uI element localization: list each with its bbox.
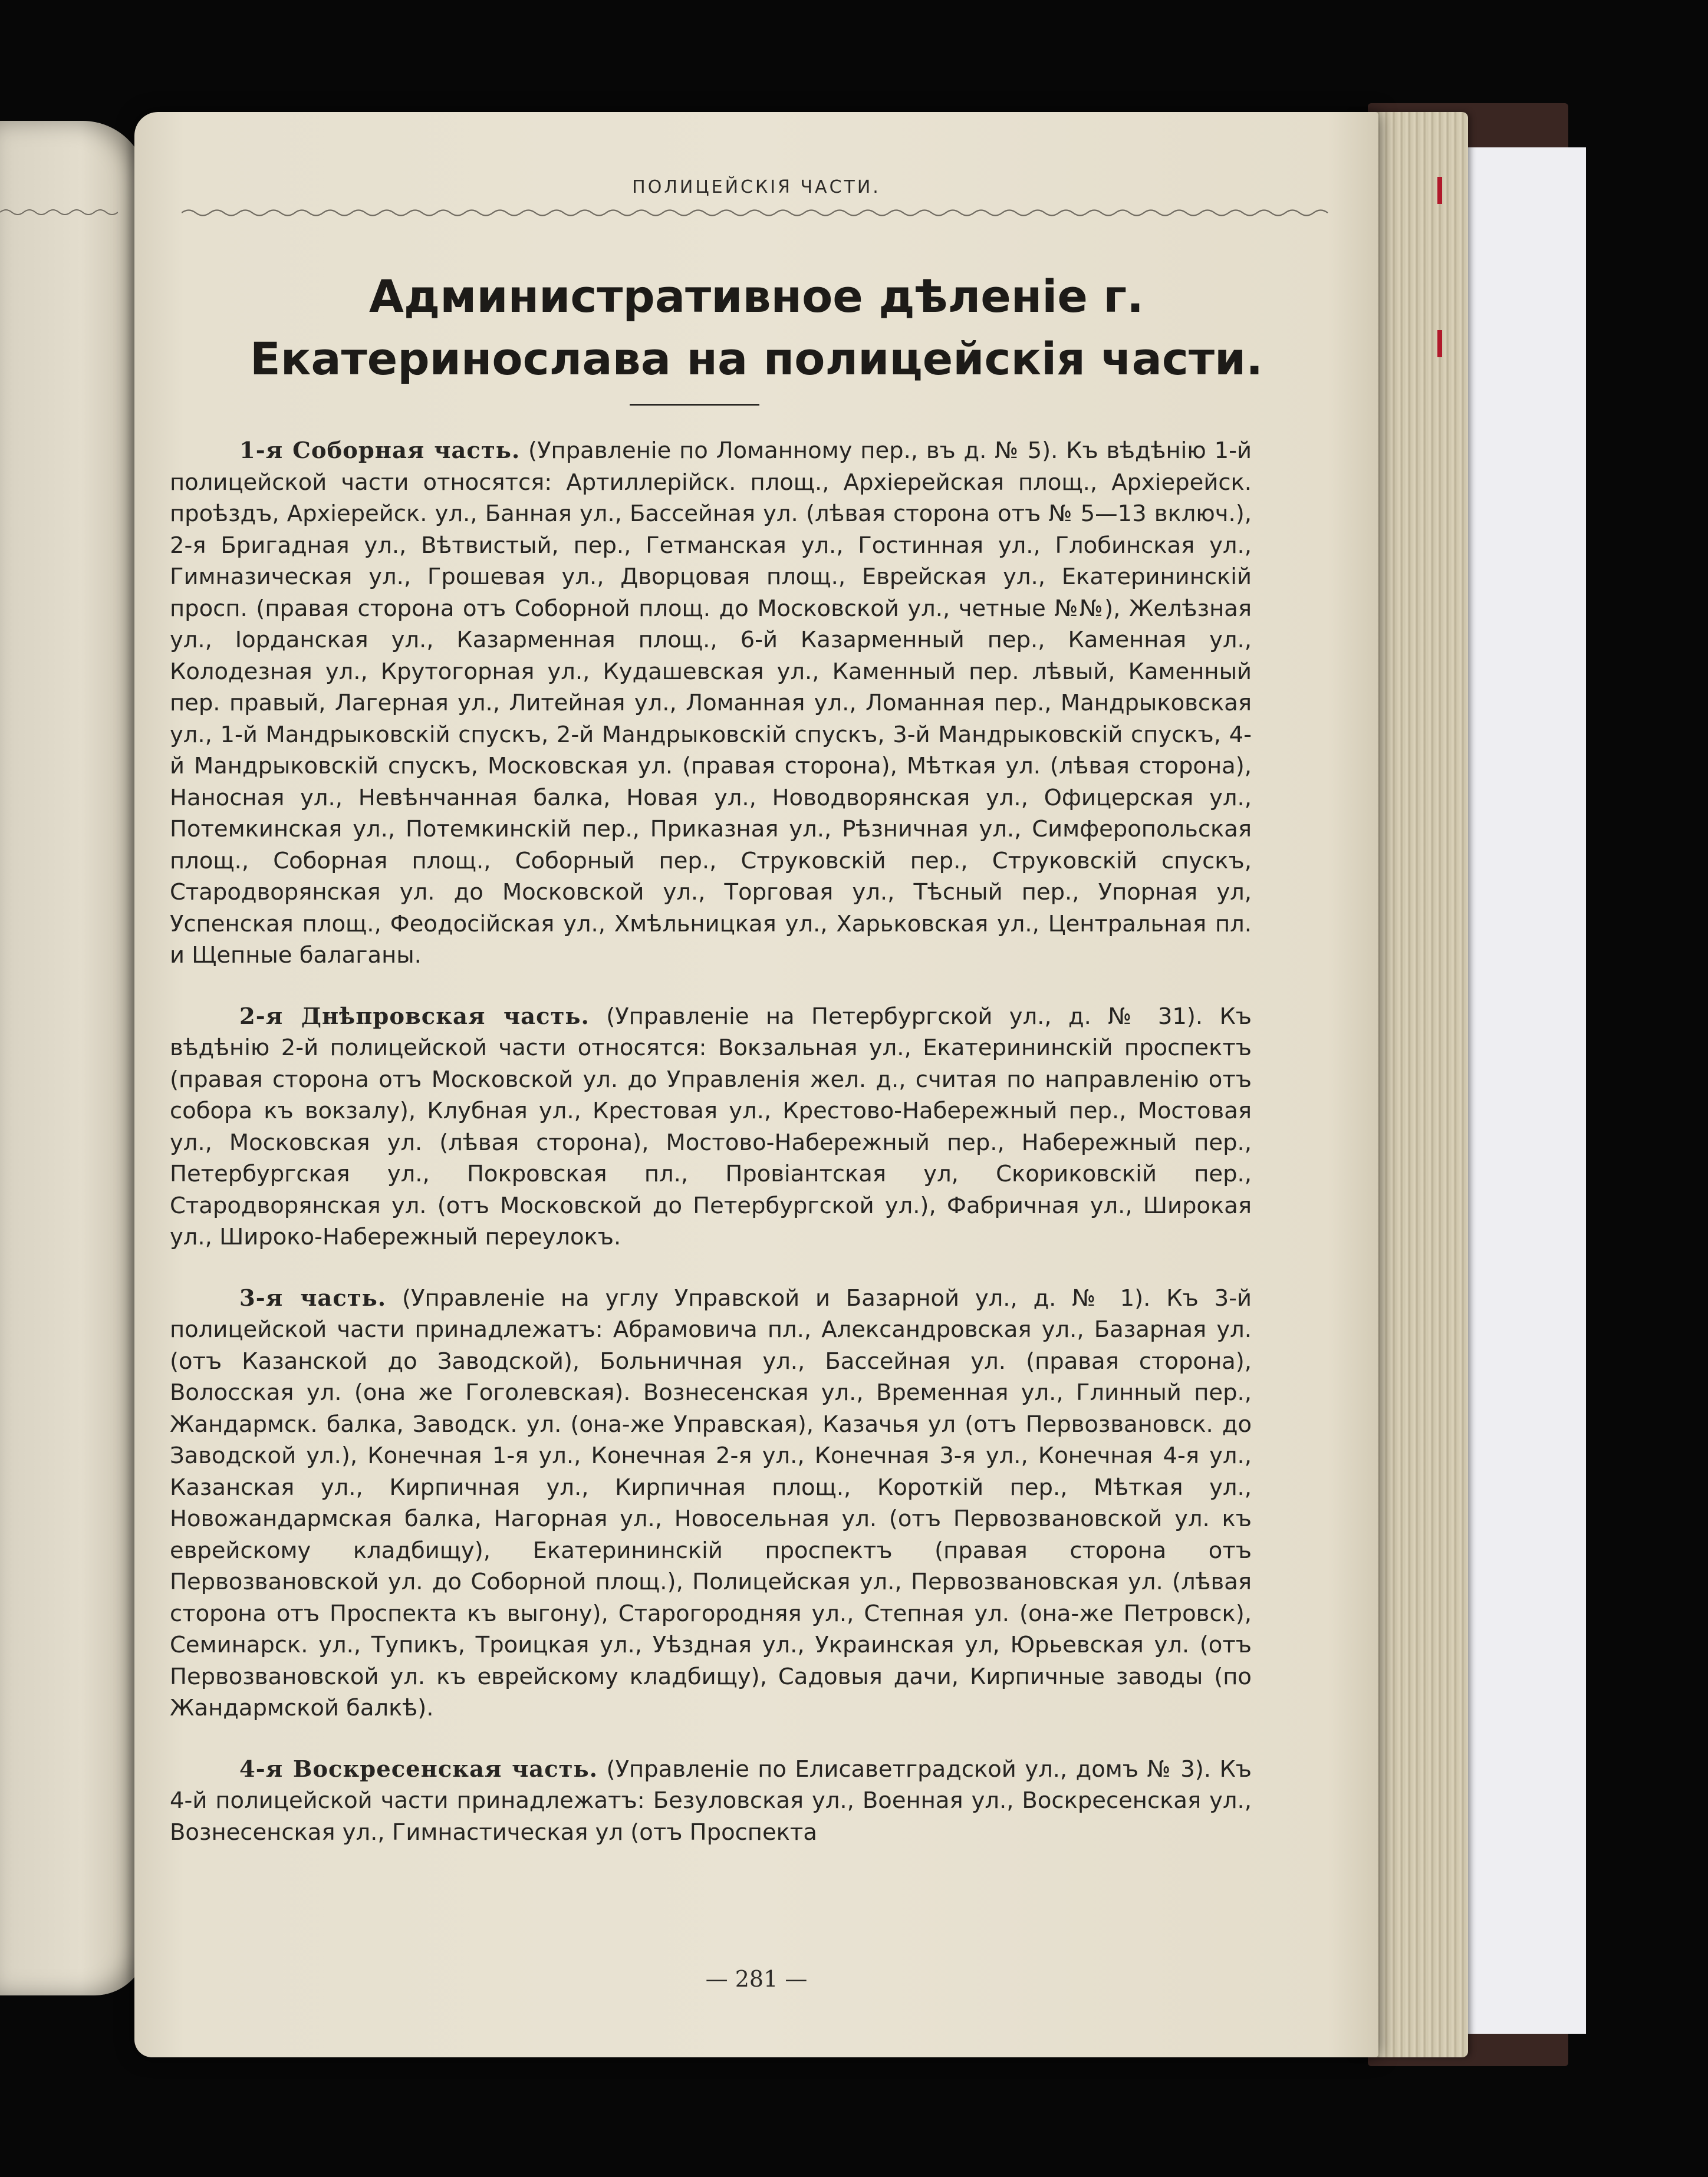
page-edge-mark <box>1437 177 1442 204</box>
section-3 <box>170 1283 1252 1724</box>
section-text: (Управленіе по Ломанному пер., въ д. № 5). Къ вѣдѣнію 1-й полицейской части относятся: Артиллерійск. площ., Архіерейская площ., Архіерейск. проѣздъ, Архіерейск. ул., Банная ул., Бассейная ул. (лѣвая сторона отъ № 5—13 включ.), 2-я Бригадная ул., Вѣтвистый, пер., Гетманская ул., Гостинная ул., Глобинская ул., Гимназическая ул., Грошевая ул., Дворцовая площ., Еврейская ул., Екатерининскій просп. (правая сторона отъ Соборной площ. до Московской ул., четные №№), Желѣзная ул., Іорданская ул., Казарменная площ., 6-й Казарменный пер., Каменная ул., Колодезная ул., Крутогорная ул., Кудашевская ул., Каменный пер. лѣвый, Каменный пер. правый, Лагерная ул., Литейная ул., Ломанная ул., Ломанная пер., Мандрыковская ул., 1-й Мандрыковскій спускъ, 2-й Мандрыковскій спускъ, 3-й Мандрыковскій спускъ, 4-й Мандрыковскій спускъ, Московская ул. (правая сторона), Мѣткая ул. (лѣвая сторона), Наносная ул., Невѣнчанная балка, Новая ул., Новодворянская ул., Офицерская ул., Потемкинская ул., Потемкинскій пер., Приказная ул., Рѣзничная ул., Симферопольская площ., Соборная площ., Соборный пер., Струковскій пер., Струковскій спускъ, Стародворянская ул. до Московской ул., Торговая ул., Тѣсный пер., Упорная ул, Успенская площ., Феодосійская ул., Хмѣльницкая ул., Харьковская ул., Центральная пл. и Щепные балаганы. <box>170 437 1252 969</box>
section-heading: 4-я Воскресенская часть. <box>239 1756 598 1783</box>
title-rule <box>630 404 759 406</box>
section-4 <box>170 1754 1252 1849</box>
page-title: Административное дѣленіе г. Екатеринослава на полицейскія части. <box>249 270 1263 385</box>
page-edge-mark <box>1437 330 1442 357</box>
section-2 <box>170 1001 1252 1253</box>
section-heading: 2-я Днѣпровская часть. <box>239 1003 590 1030</box>
section-text: (Управленіе по Елисаветградской ул., домъ № 3). Къ 4-й полицейской части принадлежатъ: Безуловская ул., Военная ул., Воскресенская ул., Вознесенская ул., Гимнастическая ул (отъ Проспекта <box>170 1756 1252 1846</box>
section-text: (Управленіе на углу Управской и Базарной ул., д. № 1). Къ 3-й полицейской части принадлежатъ: Абрамовича пл., Александровская ул., Базарная ул. (отъ Казанской до Заводской), Больничная ул., Бассейная ул. (правая сторона), Волосская ул. (она же Гоголевская). Вознесенская ул., Временная ул., Глинный пер., Жандармск. балка, Заводск. ул. (она-же Управская), Казачья ул (отъ Первозвановск. до Заводской ул.), Конечная 1-я ул., Конечная 2-я ул., Конечная 3-я ул., Конечная 4-я ул., Казанская ул., Кирпичная ул., Кирпичная площ., Короткій пер., Мѣткая ул., Новожандармская балка, Нагорная ул., Новосельная ул. (отъ Первозвановской ул. къ еврейскому кладбищу), Екатерининскій проспектъ (правая сторона отъ Первозвановской ул. до Соборной площ.), Полицейская ул., Первозвановская ул. (лѣвая сторона отъ Проспекта къ выгону), Старогородняя ул., Степная ул. (она-же Петровск), Семинарск. ул., Тупикъ, Троицкая ул., Уѣздная ул., Украинская ул, Юрьевская ул. (отъ Первозвановской ул. къ еврейскому кладбищу), Садовыя дачи, Кирпичные заводы (по Жандармской балкѣ). <box>170 1285 1252 1721</box>
left-page <box>0 121 147 1995</box>
section-heading: 3-я часть. <box>239 1285 387 1312</box>
page-number: — 281 — <box>705 1966 808 1992</box>
book-page <box>134 112 1378 2057</box>
head-ornament-rule <box>182 206 1331 219</box>
section-heading: 1-я Соборная часть. <box>239 437 521 464</box>
running-head: ПОЛИЦЕЙСКІЯ ЧАСТИ. <box>632 177 881 197</box>
section-1 <box>170 435 1252 971</box>
page-body <box>170 435 1252 1878</box>
section-text: (Управленіе на Петербургской ул., д. № 31). Къ вѣдѣнію 2-й полицейской части относятся: Вокзальная ул., Екатерининскій проспектъ (правая сторона отъ Московской ул. до Управленія жел. д., считая по направленію отъ собора къ вокзалу), Клубная ул., Крестовая ул., Крестово-Набережный пер., Мостовая ул., Московская ул. (лѣвая сторона), Мостово-Набережный пер., Набережный пер., Петербургская ул., Покровская пл., Провіантская ул, Скориковскій пер., Стародворянская ул. (отъ Московской до Петербургской ул.), Фабричная ул., Широкая ул., Широко-Набережный переулокъ. <box>170 1003 1252 1250</box>
backing-sheet <box>1462 147 1586 2034</box>
left-page-ornament <box>0 206 118 218</box>
